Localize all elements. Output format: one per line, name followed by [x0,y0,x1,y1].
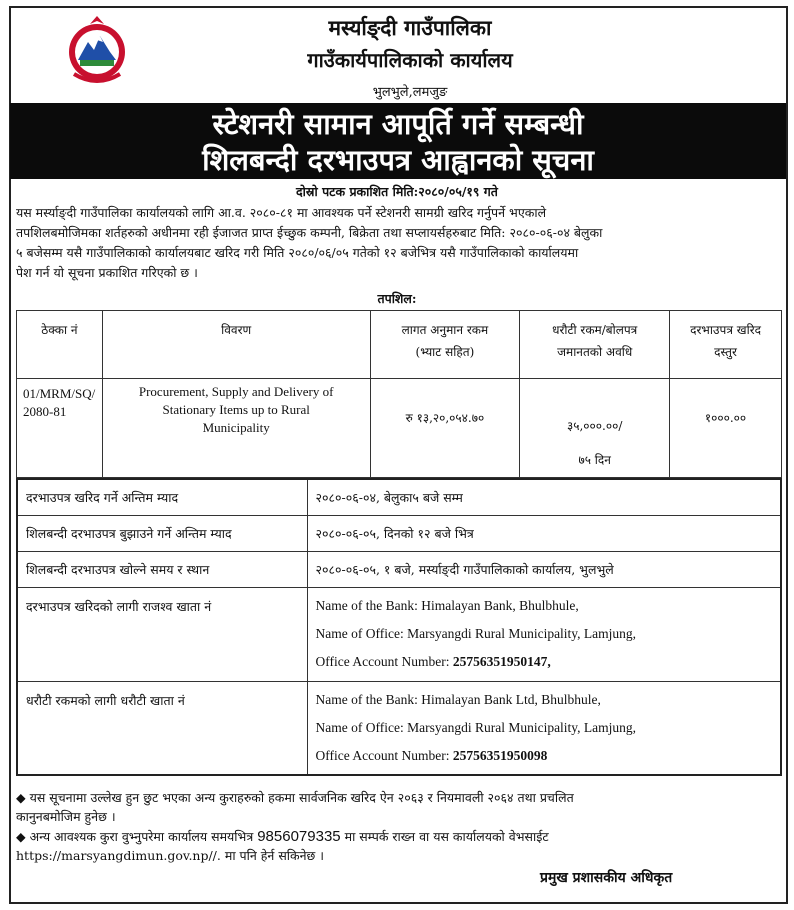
revenue-office-name: Name of Office: Marsyangdi Rural Municipality, Lamjung, [315,625,637,641]
office-location: भुलभुले,लमजुङ [372,85,448,100]
intro-paragraph [16,203,782,283]
table-row [17,379,782,478]
table-row [17,479,781,515]
table-row [17,681,781,775]
cost-estimate: रु १३,२०,०५४.७० [370,379,520,478]
intro-line: पेश गर्न यो सूचना प्रकाशित गरिएको छ । [16,265,198,280]
deposit-account-number [316,742,781,770]
table-header-row [17,311,782,379]
deposit-bank-name: Name of the Bank: Himalayan Bank Ltd, Bhulbhule, [315,691,601,707]
tapasil-heading: तपशिल: [377,291,417,306]
revenue-bank-name: Name of the Bank: Himalayan Bank, Bhulbhule, [315,597,579,613]
website-line: https://marsyangdimun.gov.np//. मा पनि हेर्न सकिनेछ । [16,848,325,863]
note-line: कानुनबमोजिम हुनेछ । [16,809,116,824]
detail-value: २०८०-०६-०५, १ बजे, मर्स्याङ्दी गाउँपालिकाको कार्यालय, भुलभुले [307,551,781,587]
deposit-account-details [307,681,781,775]
tender-description: Procurement, Supply and Delivery of Stationary Items up to Rural Municipality [102,379,370,478]
table-row [17,551,781,587]
notice-title-banner [10,103,786,179]
deposit-amount: ३५,०००.००/ [567,419,623,433]
intro-line: ५ बजेसम्म यसै गाउँपालिकाको कार्यालयबाट खरिद गरी मिति २०८०/०६/०५ गतेको १२ बजेभित्र यसै गाउँपालिकाको कार्यालयमा [16,245,579,260]
detail-label: शिलबन्दी दरभाउपत्र खोल्ने समय र स्थान [17,551,307,587]
account-number-value: 25756351950147, [452,653,551,669]
col-estimate: लागत अनुमान रकम (भ्याट सहित) [370,311,520,379]
publication-date: दोस्रो पटक प्रकाशित मिति:२०८०/०५/१९ गते [296,184,498,199]
details-table [16,478,782,776]
intro-line: तपशिलबमोजिमका शर्तहरुको अधीनमा रही ईजाजत प्राप्त ईच्छुक कम्पनी, बिक्रेता तथा सप्लायर्सहरुबाट मिति: २०८०-०६-०४ बेलुका [16,225,603,240]
detail-label: शिलबन्दी दरभाउपत्र बुझाउने गर्ने अन्तिम म्याद [17,515,307,551]
col-contract-no: ठेक्का नं [17,311,103,379]
col-fee: दरभाउपत्र खरिद दस्तुर [670,311,782,379]
contract-no: 01/MRM/SQ/2080-81 [17,379,103,478]
purchase-fee: १०००.०० [670,379,782,478]
account-number-label: Office Account Number: [315,653,453,669]
note-text: मा सम्पर्क राख्न वा यस कार्यालयको वेभसाईट [340,829,549,844]
government-emblem-icon [64,12,130,92]
note-line: ◆ यस सूचनामा उल्लेख हुन छुट भएका अन्य कुराहरुको हकमा सार्वजनिक खरिद ऐन २०६३ र नियमावली २०६४ तथा प्रचलित [16,790,574,805]
col-deposit: धरौटी रकम/बोलपत्र जमानतको अवधि [520,311,670,379]
notice-title-line-2: शिलबन्दी दरभाउपत्र आह्वानको सूचना [202,143,594,177]
detail-label: दरभाउपत्र खरिद गर्ने अन्तिम म्याद [17,479,307,515]
intro-line: यस मर्स्याङ्दी गाउँपालिका कार्यालयको लागि आ.व. २०८०-८१ मा आवश्यक पर्ने स्टेशनरी सामग्री खरिद गर्नुपर्ने भएकाले [16,205,547,220]
deposit-office-name: Name of Office: Marsyangdi Rural Municipality, Lamjung, [315,719,637,735]
account-number-label: Office Account Number: [315,747,453,763]
revenue-account-number [316,648,781,676]
detail-value: २०८०-०६-०४, बेलुका५ बजे सम्म [307,479,781,515]
note-line [16,827,782,846]
table-row [17,515,781,551]
detail-value: २०८०-०६-०५, दिनको १२ बजे भित्र [307,515,781,551]
table-row [17,587,781,681]
col-description: विवरण [102,311,370,379]
office-name: गाउँकार्यपालिकाको कार्यालय [307,48,513,72]
note-text: ◆ अन्य आवश्यक कुरा वुभ्नुपरेमा कार्यालय समयभित्र [16,829,258,844]
notice-title-line-1: स्टेशनरी सामान आपूर्ति गर्ने सम्बन्धी [212,107,584,141]
account-number-value: 25756351950098 [452,747,548,763]
revenue-account-label: दरभाउपत्र खरिदको लागी राजश्व खाता नं [17,587,307,681]
note-1 [16,788,782,826]
bid-validity: ७५ दिन [578,453,611,467]
municipality-name: मर्स्याङ्दी गाउँपालिका [328,15,492,40]
deposit-cell [520,379,670,478]
tender-table [16,310,782,478]
signature-title: प्रमुख प्रशासकीय अधिकृत [540,870,673,886]
deposit-account-label: धरौटी रकमको लागी धरौटी खाता नं [17,681,307,775]
note-2 [16,827,782,865]
revenue-account-details [307,587,781,681]
contact-phone: 9856079335 [257,828,341,845]
